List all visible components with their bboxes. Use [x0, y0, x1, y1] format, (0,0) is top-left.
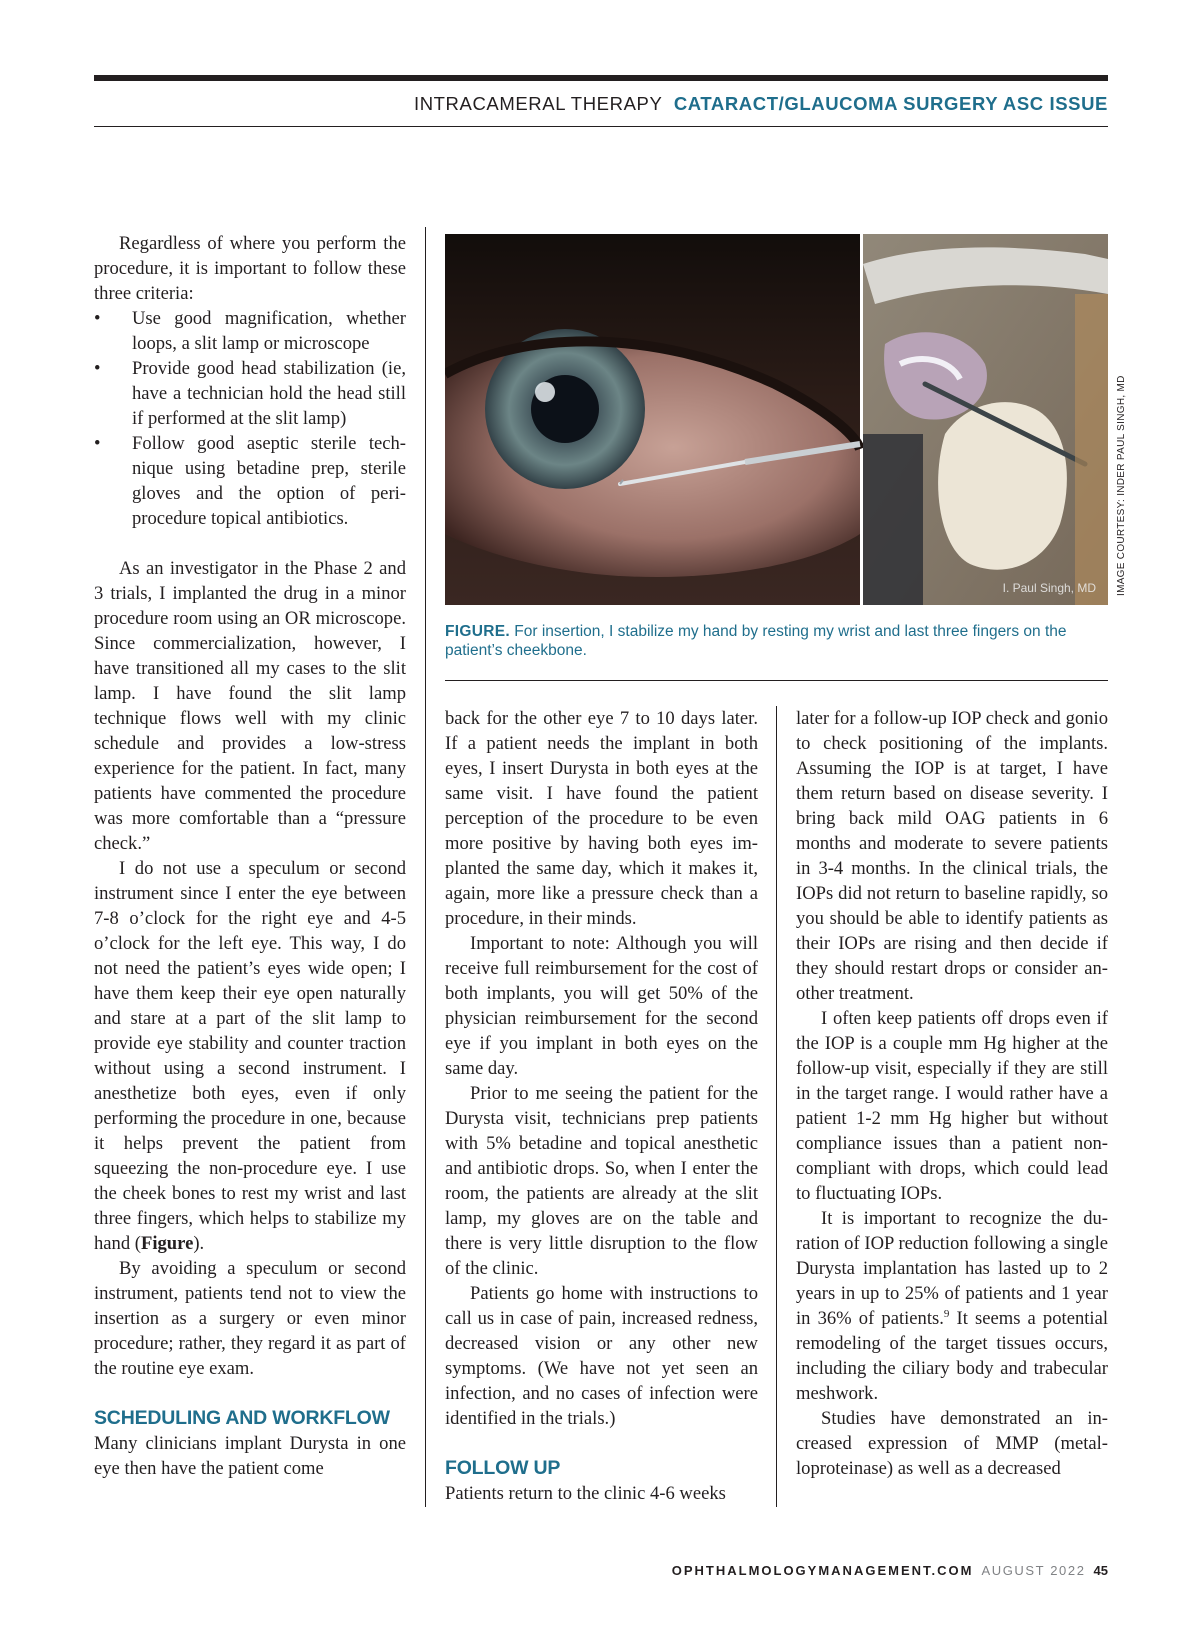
photo-watermark: I. Paul Singh, MD	[1002, 581, 1096, 595]
top-rule	[94, 75, 1108, 81]
body-paragraph: As an investigator in the Phase 2 and 3 trials, I implanted the drug in a minor procedure room using an OR microscope. Since commercialization, however, I have transitioned all my cases to the slit lamp. I have found the slit lamp technique flows well with my clinic schedule and provides a low-stress experience for the patient. In fact, many patients have commented the procedure was more comfortable than a “pressure check.”	[94, 558, 406, 854]
caption-label: FIGURE.	[445, 623, 510, 640]
page-number: 45	[1093, 1563, 1108, 1578]
page-footer	[94, 1563, 1108, 1578]
footer-site: OPHTHALMOLOGYMANAGEMENT.COM	[671, 1563, 974, 1578]
list-item-text: Follow good aseptic sterile technique using betadine prep, sterile gloves and the option of periprocedure topical antibiotics.	[132, 433, 406, 529]
column-2	[445, 706, 758, 1506]
section-heading-follow-up: FOLLOW UP	[445, 1457, 561, 1479]
section-heading-scheduling: SCHEDULING AND WORKFLOW	[94, 1407, 390, 1429]
body-paragraph: Patients return to the clinic 4-6 weeks	[445, 1483, 726, 1504]
intro-paragraph: Regardless of where you perform the procedure, it is important to follow these three criteria:	[94, 233, 406, 304]
header-issue: CATARACT/GLAUCOMA SURGERY ASC ISSUE	[673, 93, 1108, 114]
list-item-text: Use good magnification, whether loops, a slit lamp or microscope	[132, 308, 406, 354]
column-divider	[776, 706, 777, 1507]
list-item	[94, 431, 406, 531]
bullet-icon: •	[94, 308, 101, 329]
column-divider	[425, 227, 426, 1507]
body-paragraph: Prior to me seeing the patient for the Durysta visit, technicians prep patients with 5% betadine and topical anesthetic and antibiotic drops. So, when I enter the room, the patients are already at the slit lamp, my gloves are on the table and there is very little disruption to the flow of the clinic.	[445, 1083, 758, 1279]
running-header	[94, 93, 1108, 115]
body-paragraph: Many clinicians implant Durysta in one eye then have the patient come	[94, 1433, 406, 1479]
header-section: INTRACAMERAL THERAPY	[413, 93, 663, 114]
criteria-list	[94, 306, 406, 531]
body-paragraph: I often keep patients off drops even if the IOP is a couple mm Hg higher at the follow-up visit, especially if they are still in the target range. I would rather have a patient 1-2 mm Hg higher but without compliance issues than a patient non-compliant with drops, which could lead to fluctuating IOPs.	[796, 1008, 1108, 1204]
list-item	[94, 306, 406, 356]
body-paragraph: Important to note: Although you will receive full reimbursement for the cost of both implants, you will get 50% of the physician reimbursement for the second eye if you implant in both eyes on the same day.	[445, 933, 758, 1079]
caption-text: For insertion, I stabilize my hand by resting my wrist and last three fingers on the patient’s cheekbone.	[445, 623, 1067, 659]
bullet-icon: •	[94, 358, 101, 379]
body-paragraph: back for the other eye 7 to 10 days later. If a patient needs the implant in both eyes, I insert Durysta in both eyes at the same visit. I have found the patient perception of the procedure to be even more positive by having both eyes implanted the same day, which it makes it, again, more like a pressure check than a procedure, in their minds.	[445, 708, 758, 929]
body-paragraph: It is important to recognize the duration of IOP reduction following a single Durysta implantation has lasted up to 2 years in up to 25% of patients and 1 year in 36% of patients.$^9$ It seems a potential remodeling of the target tissues occurs, including the ciliary body and trabecular meshwork.	[796, 1208, 1108, 1404]
body-paragraph: By avoiding a speculum or second instrument, patients tend not to view the insertion as a surgery or even minor procedure; rather, they regard it as part of the routine eye exam.	[94, 1258, 406, 1379]
citation-ref: 9	[943, 1307, 950, 1320]
list-item-text: Provide good head stabilization (ie, have a technician hold the head still if performed at the slit lamp)	[132, 358, 406, 429]
list-item	[94, 356, 406, 431]
column-3	[796, 706, 1108, 1481]
caption-rule	[445, 680, 1108, 681]
column-1	[94, 231, 406, 1481]
body-paragraph: Patients go home with instructions to call us in case of pain, increased redness, decreased vision or any other new symptoms. (We have not yet seen an infection, and no cases of infection were identified in the trials.)	[445, 1283, 758, 1429]
figure-caption	[445, 622, 1108, 660]
figure-reference: Figure	[140, 1233, 194, 1254]
body-paragraph: Studies have demonstrated an increased expression of MMP (metalloproteinase) as well as a decreased	[796, 1408, 1108, 1479]
header-rule	[94, 126, 1108, 127]
body-paragraph: later for a follow-up IOP check and gonio to check positioning of the implants. Assuming the IOP is at target, I have them return based on disease severity. I bring back mild OAG patients in 6 months and moderate to severe patients in 3-4 months. In the clinical trials, the IOPs did not return to baseline rapidly, so you should be able to identify patients as their IOPs are rising and then decide if they should restart drops or consider another treatment.	[796, 708, 1108, 1004]
figure-photo-graphic	[445, 234, 1108, 605]
body-paragraph: I do not use a speculum or second instrument since I enter the eye between 7-8 o’clock for the right eye and 4-5 o’clock for the left eye. This way, I do not need the patient’s eyes wide open; I have them keep their eye open naturally and stare at a part of the slit lamp to provide eye stability and counter traction without using a second instrument. I anesthetize both eyes, even if only performing the procedure in one, because it helps prevent the patient from squeezing the non-procedure eye. I use the cheek bones to rest my wrist and last three fingers, which helps to stabilize my hand (Figure).	[94, 858, 406, 1254]
footer-date: AUGUST 2022	[981, 1563, 1086, 1578]
figure-photo	[445, 234, 1108, 605]
bullet-icon: •	[94, 433, 101, 454]
image-credit: IMAGE COURTESY: INDER PAUL SINGH, MD	[1116, 375, 1127, 596]
